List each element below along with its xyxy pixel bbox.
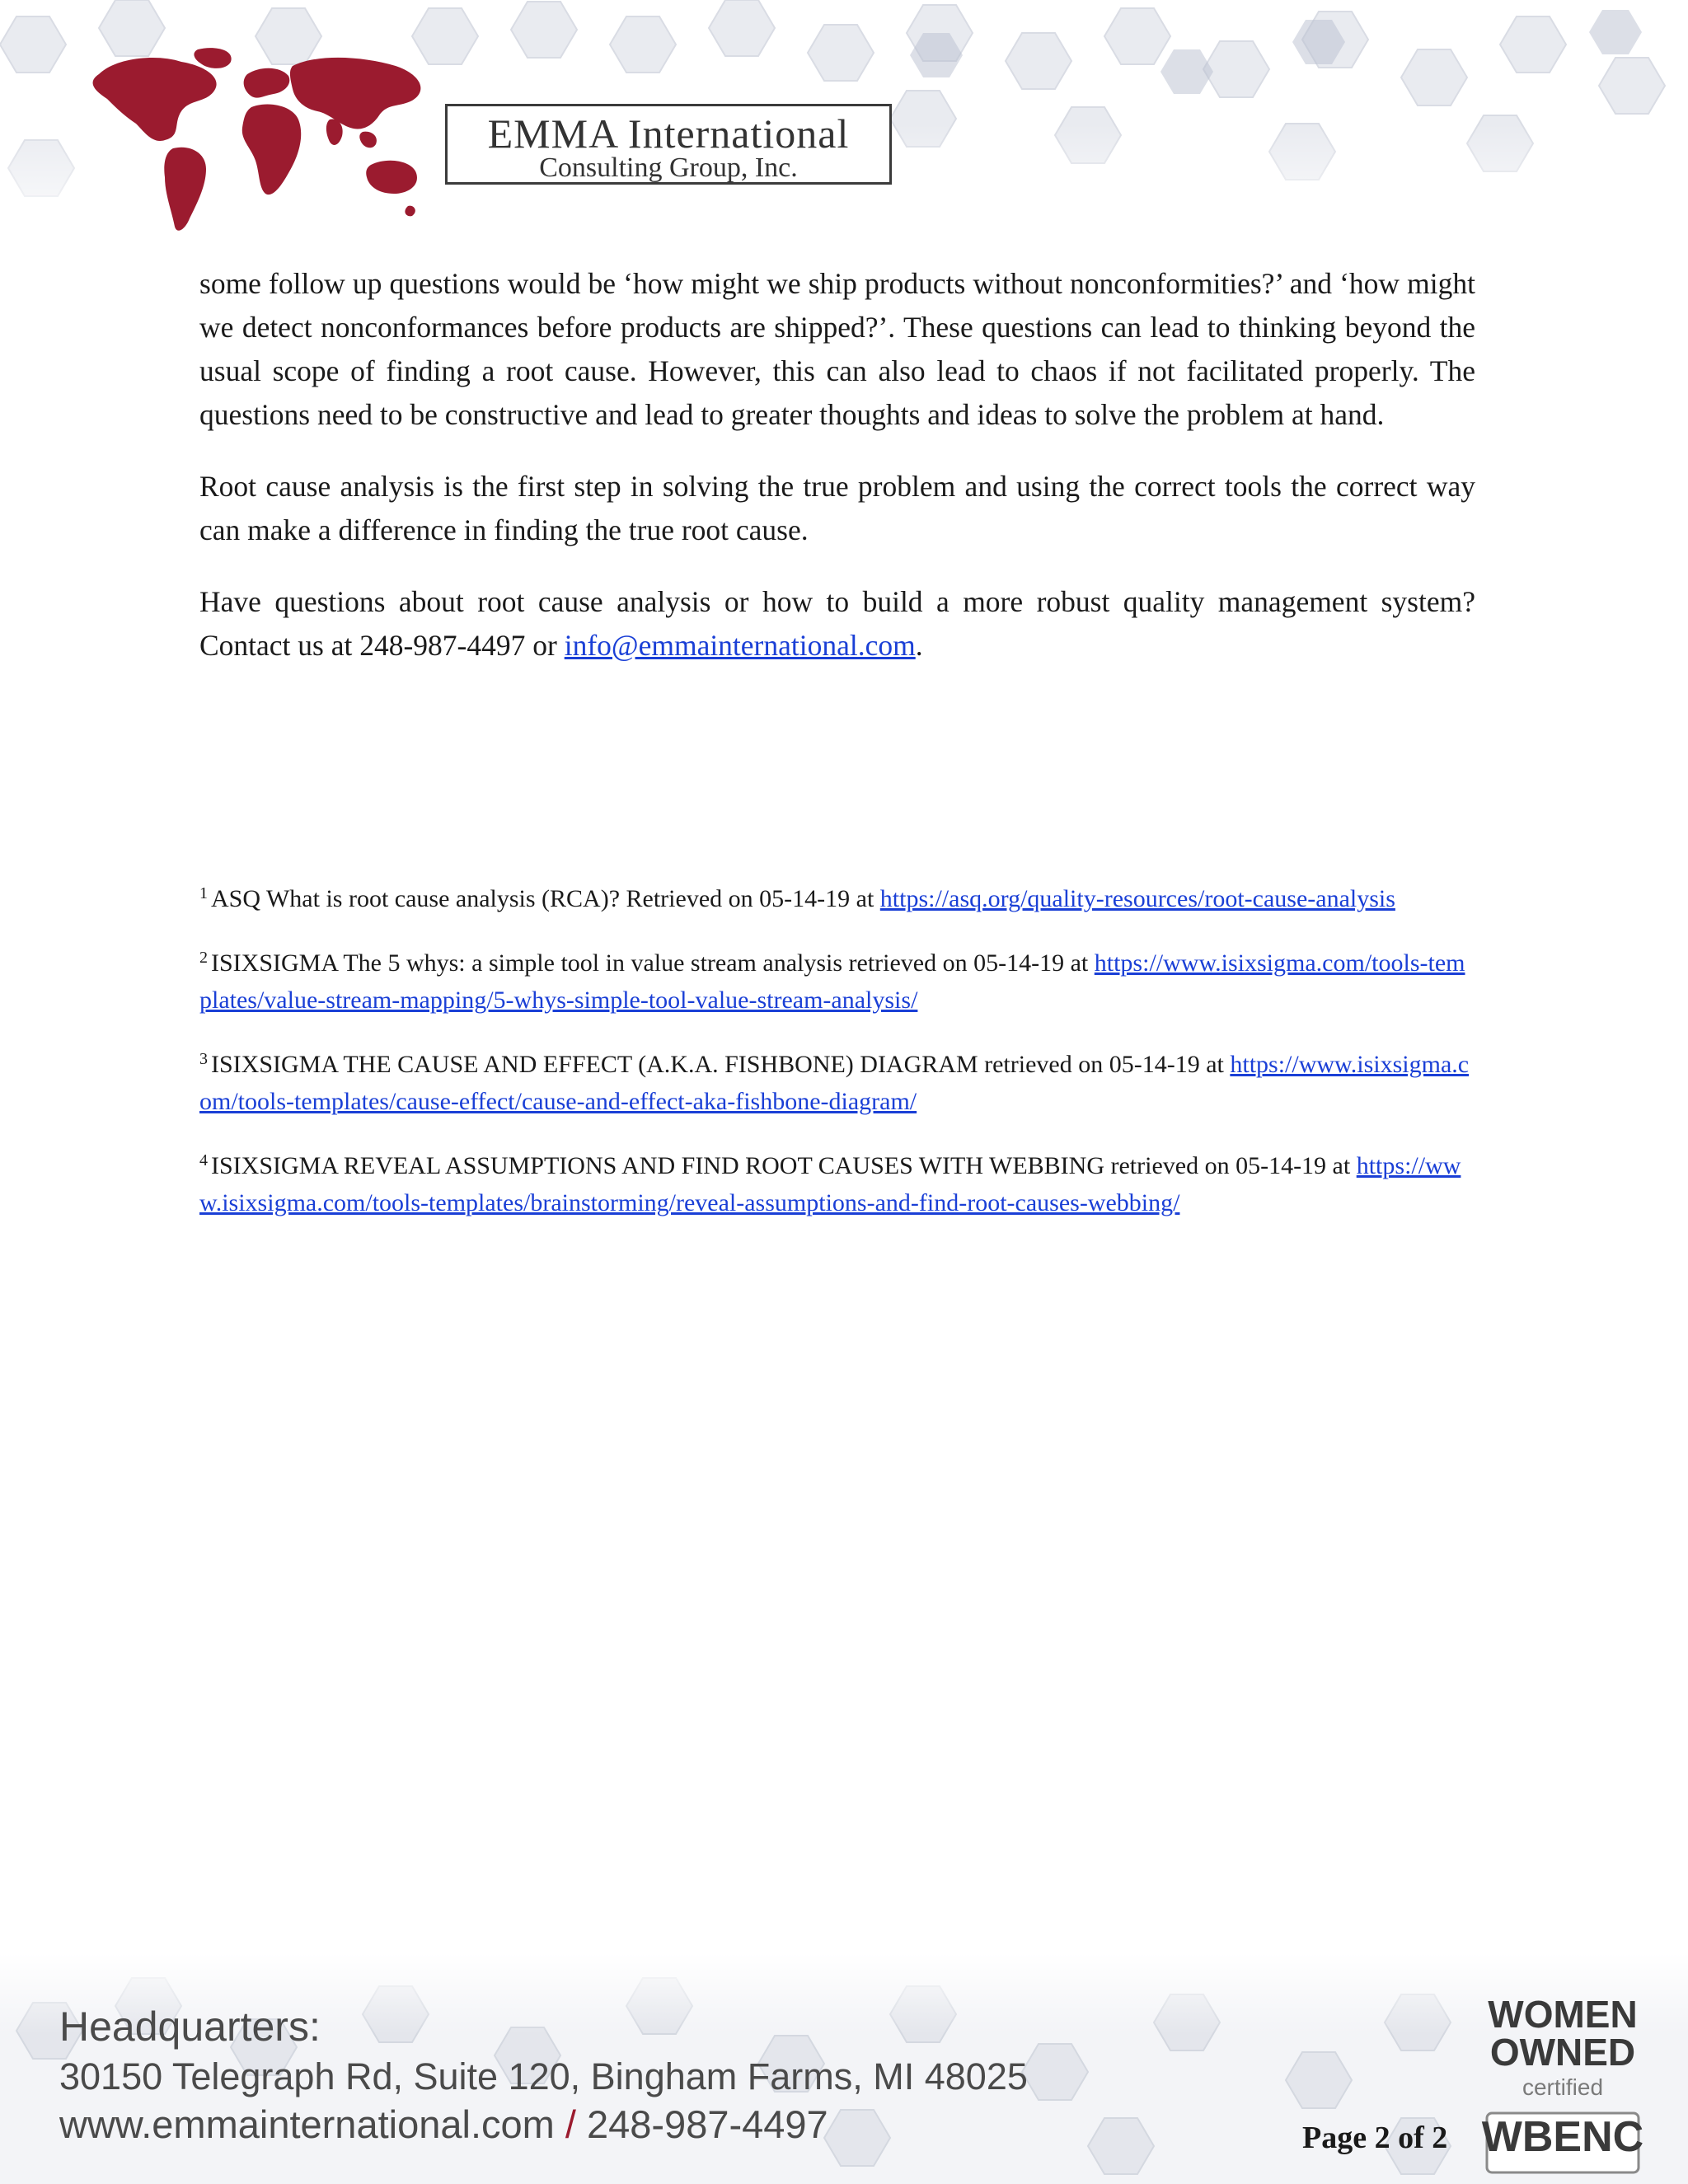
headquarters-address: 30150 Telegraph Rd, Suite 120, Bingham Farms, MI 48025 <box>59 2055 1028 2097</box>
badge-women: WOMEN <box>1488 1993 1638 2036</box>
contact-period: . <box>915 629 923 662</box>
footer-website[interactable]: www.emmainternational.com <box>59 2102 555 2146</box>
footnote-link[interactable]: https://www.isixsigma.com/tools-templates/brainstorming/reveal-assumptions-and-find-root-causes-webbing/ <box>199 1152 1461 1216</box>
footnote-text: ISIXSIGMA The 5 whys: a simple tool in value stream analysis retrieved on 05-14-19 at <box>211 949 1095 977</box>
footnote-link[interactable]: https://www.isixsigma.com/tools-templates/cause-effect/cause-and-effect-aka-fishbone-diagram/ <box>199 1051 1470 1115</box>
footnotes-section <box>199 880 1475 1249</box>
paragraph-follow-up-questions: some follow up questions would be ‘how might we ship products without nonconformities?’ and ‘how might we detect nonconformances before products are shipped?’. These questions can lead to thinking beyond the usual scope of finding a root cause. However, this can also lead to chaos if not facilitated properly. The questions need to be constructive and lead to greater thoughts and ideas to solve the problem at hand. <box>199 267 1475 431</box>
footnote-4 <box>199 1147 1475 1221</box>
badge-owned: OWNED <box>1489 2031 1636 2074</box>
contact-text: Have questions about root cause analysis or how to build a more robust quality management system? Contact us at 248-987-4497 or <box>199 585 1475 662</box>
footnote-number: 1 <box>199 884 208 902</box>
email-link[interactable]: info@emmainternational.com <box>564 629 916 662</box>
headquarters-info <box>59 2003 1028 2148</box>
wbenc-women-owned-badge <box>1480 1990 1645 2177</box>
headquarters-label: Headquarters: <box>59 2004 321 2050</box>
footnote-number: 2 <box>199 949 208 967</box>
footnote-text: ISIXSIGMA THE CAUSE AND EFFECT (A.K.A. FISHBONE) DIAGRAM retrieved on 05-14-19 at <box>211 1051 1231 1078</box>
footer-phone: 248-987-4497 <box>586 2102 828 2146</box>
paragraph-root-cause-first-step: Root cause analysis is the first step in solving the true problem and using the correct tools the correct way can make a difference in finding the true root cause. <box>199 470 1475 546</box>
badge-certified: certified <box>1522 2074 1604 2100</box>
headquarters-contact <box>59 2102 1028 2148</box>
company-logo <box>445 104 892 185</box>
footer-slash: / <box>565 2102 576 2146</box>
footnote-link[interactable]: https://www.isixsigma.com/tools-templates/value-stream-mapping/5-whys-simple-tool-value-stream-analysis/ <box>199 949 1465 1014</box>
footnote-text: ISIXSIGMA REVEAL ASSUMPTIONS AND FIND ROOT CAUSES WITH WEBBING retrieved on 05-14-19 at <box>211 1152 1357 1179</box>
footnote-3 <box>199 1046 1475 1120</box>
page-number: Page 2 of 2 <box>1302 2121 1448 2155</box>
world-map-logo <box>82 41 445 239</box>
logo-company-subtitle: Consulting Group, Inc. <box>539 152 798 183</box>
page-footer <box>0 1953 1688 2184</box>
badge-wbenc: WBENC <box>1481 2113 1644 2161</box>
page-header <box>0 0 1688 247</box>
footnote-1 <box>199 880 1475 917</box>
footnote-number: 3 <box>199 1050 208 1068</box>
logo-company-name: EMMA International <box>487 110 850 157</box>
footnote-2 <box>199 944 1475 1019</box>
paragraph-contact <box>199 580 1475 668</box>
footnote-link[interactable]: https://asq.org/quality-resources/root-cause-analysis <box>879 885 1395 912</box>
document-body <box>199 262 1475 696</box>
footnote-text: ASQ What is root cause analysis (RCA)? Retrieved on 05-14-19 at <box>211 885 880 912</box>
footnote-number: 4 <box>199 1151 208 1169</box>
